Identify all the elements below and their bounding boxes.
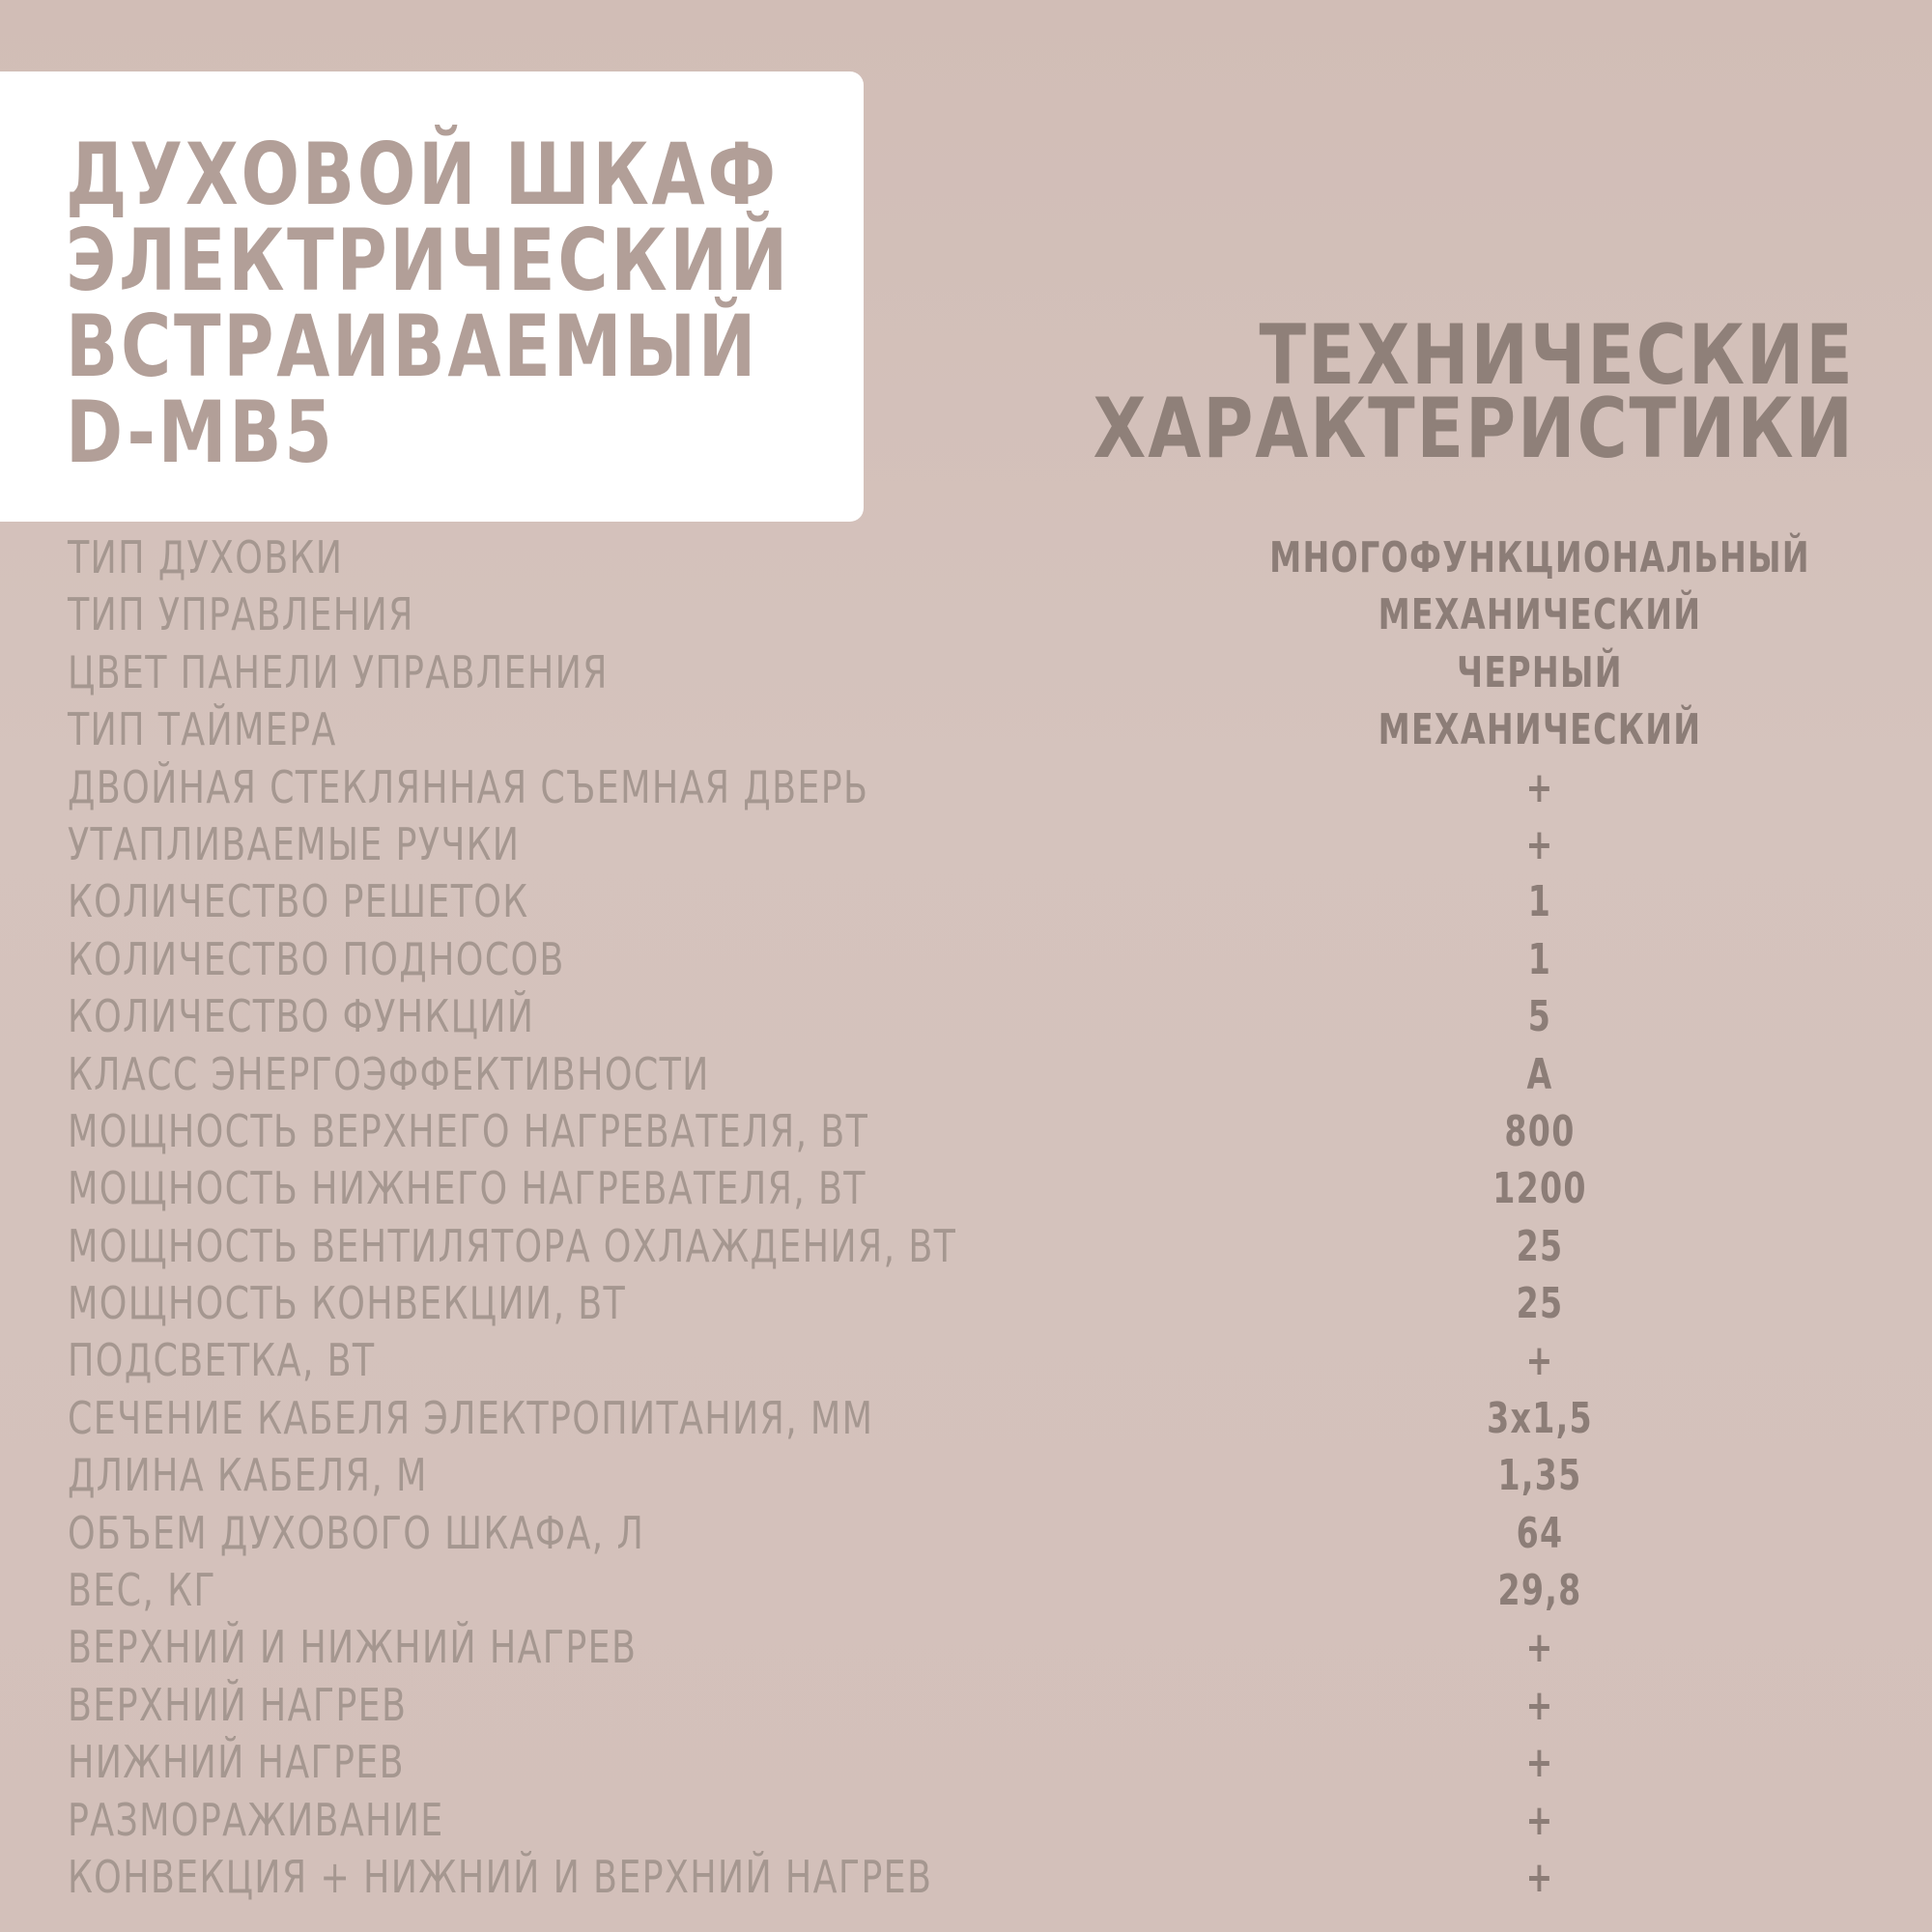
title-line: ВСТРАИВАЕМЫЙ <box>66 297 759 396</box>
spec-row <box>0 1849 1932 1906</box>
spec-label: ТИП ТАЙМЕРА <box>68 703 337 756</box>
spec-row <box>0 1734 1932 1791</box>
spec-row <box>0 1218 1932 1275</box>
spec-label: ПОДСВЕТКА, ВТ <box>68 1334 376 1387</box>
spec-row <box>0 1447 1932 1504</box>
spec-row <box>0 816 1932 873</box>
spec-value: МНОГОФУНКЦИОНАЛЬНЫЙ <box>1269 533 1810 582</box>
spec-row <box>0 1792 1932 1849</box>
spec-label: ЦВЕТ ПАНЕЛИ УПРАВЛЕНИЯ <box>68 645 609 698</box>
model-name: D-MB5 <box>66 383 335 482</box>
spec-value: + <box>1525 1623 1554 1673</box>
specs-heading-line: ХАРАКТЕРИСТИКИ <box>1093 381 1855 477</box>
spec-value: + <box>1525 1336 1554 1386</box>
spec-row <box>0 873 1932 930</box>
spec-row <box>0 586 1932 643</box>
specs-heading-line: ТЕХНИЧЕСКИЕ <box>1259 307 1855 404</box>
spec-row <box>0 529 1932 586</box>
spec-label: ВЕС, КГ <box>68 1564 216 1617</box>
spec-value: 800 <box>1504 1106 1576 1156</box>
spec-value: 3х1,5 <box>1487 1393 1593 1443</box>
spec-value: 29,8 <box>1497 1566 1582 1616</box>
spec-label: УТАПЛИВАЕМЫЕ РУЧКИ <box>68 817 521 870</box>
spec-label: ВЕРХНИЙ И НИЖНИЙ НАГРЕВ <box>68 1621 638 1674</box>
spec-value: А <box>1526 1049 1553 1099</box>
spec-table <box>0 529 1932 1906</box>
title-line: ЭЛЕКТРИЧЕСКИЙ <box>66 211 790 310</box>
spec-label: СЕЧЕНИЕ КАБЕЛЯ ЭЛЕКТРОПИТАНИЯ, ММ <box>68 1391 874 1444</box>
spec-label: ДЛИНА КАБЕЛЯ, М <box>68 1449 428 1502</box>
spec-row <box>0 759 1932 816</box>
spec-label: КОНВЕКЦИЯ + НИЖНИЙ И ВЕРХНИЙ НАГРЕВ <box>68 1850 933 1903</box>
spec-value: 1 <box>1527 934 1552 984</box>
spec-value: + <box>1525 819 1554 869</box>
spec-label: ОБЪЕМ ДУХОВОГО ШКАФА, Л <box>68 1506 645 1559</box>
spec-label: КОЛИЧЕСТВО ФУНКЦИЙ <box>68 990 535 1043</box>
spec-value: 5 <box>1527 992 1552 1042</box>
spec-row <box>0 1332 1932 1389</box>
spec-label: МОЩНОСТЬ ВЕНТИЛЯТОРА ОХЛАЖДЕНИЯ, ВТ <box>68 1219 957 1272</box>
spec-value: + <box>1525 1738 1554 1788</box>
spec-value: МЕХАНИЧЕСКИЙ <box>1378 705 1702 755</box>
spec-value: + <box>1525 1795 1554 1845</box>
spec-row <box>0 1562 1932 1619</box>
spec-label: МОЩНОСТЬ ВЕРХНЕГО НАГРЕВАТЕЛЯ, ВТ <box>68 1104 869 1157</box>
spec-row <box>0 1275 1932 1332</box>
spec-label: ТИП ДУХОВКИ <box>68 531 344 583</box>
spec-label: МОЩНОСТЬ НИЖНЕГО НАГРЕВАТЕЛЯ, ВТ <box>68 1162 867 1215</box>
spec-row <box>0 644 1932 701</box>
spec-value: + <box>1525 1680 1554 1730</box>
spec-value: 25 <box>1516 1279 1564 1329</box>
spec-row <box>0 931 1932 988</box>
spec-value: + <box>1525 1852 1554 1902</box>
spec-label: КОЛИЧЕСТВО ПОДНОСОВ <box>68 932 565 985</box>
title-line: ДУХОВОЙ ШКАФ <box>66 125 779 224</box>
spec-label: РАЗМОРАЖИВАНИЕ <box>68 1793 444 1846</box>
spec-row <box>0 1390 1932 1447</box>
spec-label: ДВОЙНАЯ СТЕКЛЯННАЯ СЪЕМНАЯ ДВЕРЬ <box>68 760 869 813</box>
spec-label: КОЛИЧЕСТВО РЕШЕТОК <box>68 875 529 928</box>
spec-row <box>0 1619 1932 1676</box>
spec-value: МЕХАНИЧЕСКИЙ <box>1378 590 1702 640</box>
spec-row <box>0 1160 1932 1217</box>
spec-label: МОЩНОСТЬ КОНВЕКЦИИ, ВТ <box>68 1277 627 1330</box>
spec-row <box>0 701 1932 758</box>
spec-row <box>0 1103 1932 1160</box>
spec-value: 25 <box>1516 1221 1564 1271</box>
spec-value: 1 <box>1527 877 1552 927</box>
spec-row <box>0 1046 1932 1103</box>
spec-value: 1,35 <box>1497 1451 1582 1501</box>
spec-row <box>0 988 1932 1045</box>
spec-label: ТИП УПРАВЛЕНИЯ <box>68 588 414 641</box>
spec-value: ЧЕРНЫЙ <box>1457 647 1623 697</box>
spec-row <box>0 1505 1932 1562</box>
spec-label: КЛАСС ЭНЕРГОЭФФЕКТИВНОСТИ <box>68 1047 710 1100</box>
spec-value: 64 <box>1516 1508 1564 1558</box>
spec-value: + <box>1525 762 1554 812</box>
specs-heading <box>1027 307 1855 477</box>
spec-row <box>0 1677 1932 1734</box>
title-card <box>0 71 864 522</box>
spec-value: 1200 <box>1492 1164 1587 1214</box>
spec-label: НИЖНИЙ НАГРЕВ <box>68 1736 405 1789</box>
spec-label: ВЕРХНИЙ НАГРЕВ <box>68 1678 408 1731</box>
